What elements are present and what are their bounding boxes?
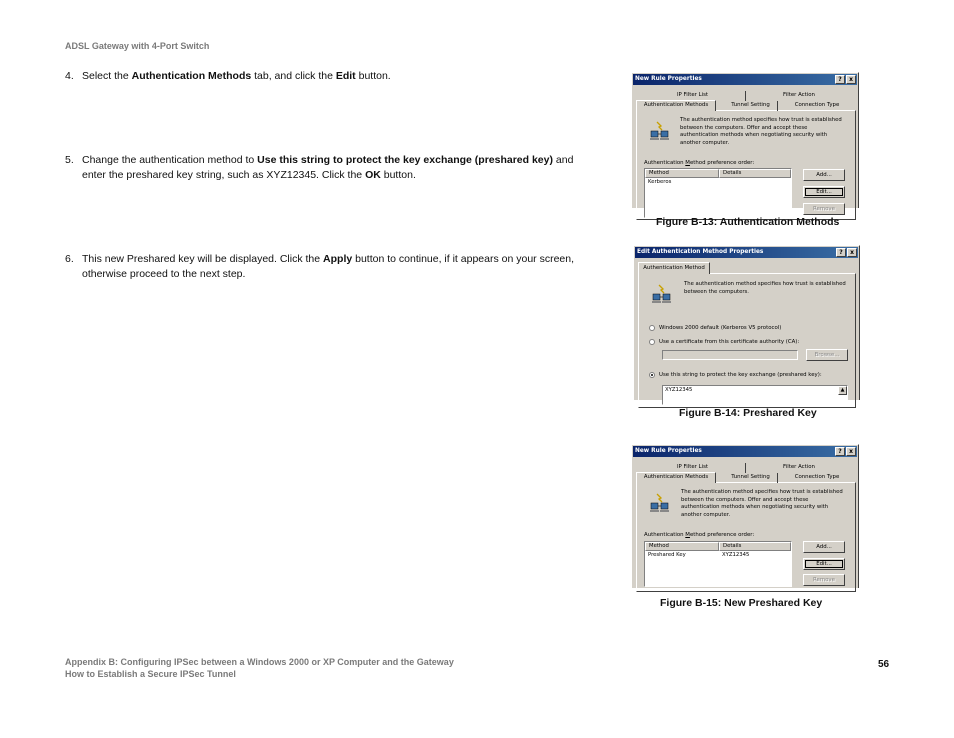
method-listbox[interactable] bbox=[644, 168, 792, 218]
remove-button[interactable]: Remove bbox=[803, 574, 845, 586]
column-header-method[interactable]: Method bbox=[645, 169, 719, 178]
edit-button[interactable]: Edit... bbox=[803, 186, 845, 198]
edit-button[interactable]: Edit... bbox=[803, 558, 845, 570]
method-row-name[interactable]: Kerberos bbox=[648, 179, 672, 185]
method-row-details[interactable]: XYZ12345 bbox=[722, 552, 750, 558]
figure-b13-screenshot bbox=[631, 72, 859, 212]
radio-kerberos[interactable] bbox=[649, 325, 655, 331]
help-button[interactable]: ? bbox=[835, 75, 845, 84]
running-header: ADSL Gateway with 4-Port Switch bbox=[65, 41, 210, 51]
option-preshared-key-label: Use this string to protect the key exchange (preshared key): bbox=[659, 372, 822, 378]
step-6 bbox=[65, 252, 590, 282]
column-header-details[interactable]: Details bbox=[719, 542, 791, 551]
step-number: 4. bbox=[65, 70, 74, 82]
help-button[interactable]: ? bbox=[835, 447, 845, 456]
auth-description: The authentication method specifies how trust is established between the computers. Offer and accept these authentication methods when negotiating security with another computer. bbox=[680, 117, 842, 146]
auth-description: The authentication method specifies how trust is established between the computers. bbox=[684, 281, 846, 295]
step-number: 5. bbox=[65, 154, 74, 166]
method-order-label: Authentication Method preference order: bbox=[644, 160, 755, 166]
step-5 bbox=[65, 153, 590, 183]
step-4 bbox=[65, 69, 590, 84]
radio-preshared-key[interactable] bbox=[649, 372, 655, 378]
tab-authentication-methods[interactable]: Authentication Methods bbox=[636, 100, 716, 111]
help-button[interactable]: ? bbox=[836, 248, 846, 257]
tab-authentication-method[interactable]: Authentication Method bbox=[638, 262, 710, 274]
network-computers-icon bbox=[650, 493, 670, 515]
tab-filter-action[interactable]: Filter Action bbox=[783, 92, 815, 98]
tab-ip-filter-list[interactable]: IP Filter List bbox=[640, 91, 746, 101]
figure-b15-screenshot bbox=[631, 444, 859, 588]
add-button[interactable]: Add... bbox=[803, 169, 845, 181]
tab-connection-type[interactable]: Connection Type bbox=[794, 474, 840, 480]
step-text: This new Preshared key will be displayed. Click the Apply button to continue, if it appears on your screen, otherwise proceed to the next step. bbox=[82, 253, 575, 280]
tab-tunnel-setting[interactable]: Tunnel Setting bbox=[724, 473, 778, 483]
tab-tunnel-setting[interactable]: Tunnel Setting bbox=[724, 101, 778, 111]
tab-ip-filter-list[interactable]: IP Filter List bbox=[640, 463, 746, 473]
option-certificate-label: Use a certificate from this certificate authority (CA): bbox=[659, 339, 800, 345]
option-kerberos-label: Windows 2000 default (Kerberos V5 protocol) bbox=[659, 325, 782, 331]
remove-button[interactable]: Remove bbox=[803, 203, 845, 215]
method-listbox[interactable] bbox=[644, 541, 792, 587]
dialog-title: New Rule Properties bbox=[635, 448, 702, 454]
close-button[interactable]: x bbox=[846, 447, 856, 456]
network-computers-icon bbox=[652, 284, 672, 306]
scroll-up-arrow-icon[interactable]: ▲ bbox=[838, 386, 847, 395]
ca-input[interactable] bbox=[662, 350, 798, 360]
preshared-key-input[interactable] bbox=[662, 385, 848, 405]
close-button[interactable]: x bbox=[846, 75, 856, 84]
dialog-titlebar bbox=[633, 74, 857, 85]
network-computers-icon bbox=[650, 121, 670, 143]
column-header-details[interactable]: Details bbox=[719, 169, 791, 178]
figure-b13-caption: Figure B-13: Authentication Methods bbox=[656, 216, 840, 228]
preshared-key-value: XYZ12345 bbox=[665, 387, 693, 393]
tab-filter-action[interactable]: Filter Action bbox=[783, 464, 815, 470]
method-order-label: Authentication Method preference order: bbox=[644, 532, 755, 538]
close-button[interactable]: x bbox=[847, 248, 857, 257]
footer-appendix-title: Appendix B: Configuring IPSec between a Windows 2000 or XP Computer and the Gateway bbox=[65, 657, 454, 667]
column-header-method[interactable]: Method bbox=[645, 542, 719, 551]
step-number: 6. bbox=[65, 253, 74, 265]
figure-b14-screenshot bbox=[633, 245, 860, 400]
page-number: 56 bbox=[878, 659, 890, 670]
footer-section-title: How to Establish a Secure IPSec Tunnel bbox=[65, 669, 236, 679]
tab-authentication-methods[interactable]: Authentication Methods bbox=[636, 472, 716, 483]
method-row-name[interactable]: Preshared Key bbox=[648, 552, 686, 558]
figure-b14-caption: Figure B-14: Preshared Key bbox=[679, 407, 817, 419]
figure-b15-caption: Figure B-15: New Preshared Key bbox=[660, 597, 823, 609]
auth-description: The authentication method specifies how trust is established between the computers. Offer and accept these authentication methods when negotiating security with another computer. bbox=[681, 489, 843, 518]
browse-button[interactable]: Browse... bbox=[806, 349, 848, 361]
radio-certificate[interactable] bbox=[649, 339, 655, 345]
dialog-title: Edit Authentication Method Properties bbox=[637, 249, 764, 255]
add-button[interactable]: Add... bbox=[803, 541, 845, 553]
step-text: Select the Authentication Methods tab, and click the Edit button. bbox=[82, 70, 391, 82]
tab-connection-type[interactable]: Connection Type bbox=[794, 102, 840, 108]
dialog-titlebar bbox=[635, 247, 858, 258]
dialog-titlebar bbox=[633, 446, 857, 457]
dialog-title: New Rule Properties bbox=[635, 76, 702, 82]
step-text: Change the authentication method to Use this string to protect the key exchange (preshared key) and enter the preshared key string, such as XYZ12345. Click the OK button. bbox=[82, 154, 574, 181]
